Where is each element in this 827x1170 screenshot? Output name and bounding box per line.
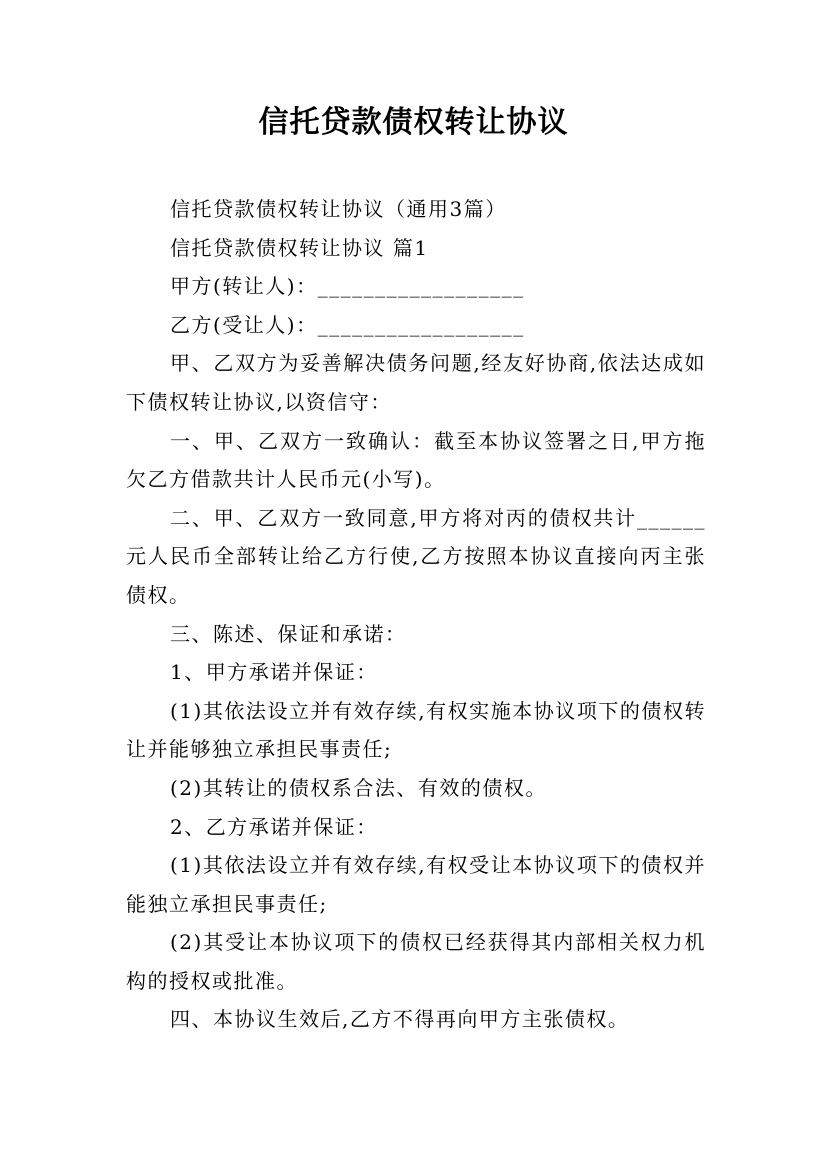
paragraph-clause-4: 四、本协议生效后,乙方不得再向甲方主张债权。 [170,1007,630,1032]
paragraph-clause-3-2-a: (1)其依法设立并有效存续,有权受让本协议项下的债权并能独立承担民事责任; [126,853,706,916]
paragraph-clause-1: 一、甲、乙双方一致确认：截至本协议签署之日,甲方拖欠乙方借款共计人民币元(小写)。 [126,428,706,492]
paragraph-clause-3-1-a: (1)其依法设立并有效存续,有权实施本协议项下的债权转让并能够独立承担民事责任; [126,698,706,762]
document-title: 信托贷款债权转让协议 [258,105,569,140]
paragraph-clause-3-1: 1、甲方承诺并保证： [170,660,378,685]
paragraph-clause-2: 二、甲、乙双方一致同意,甲方将对丙的债权共计______元人民币全部转让给乙方行使,乙方按照本协议直接向丙主张债权。 [126,505,706,607]
paragraph-subtitle: 信托贷款债权转让协议（通用3篇） [170,197,507,221]
paragraph-clause-3-2: 2、乙方承诺并保证： [170,814,378,839]
paragraph-preamble: 甲、乙双方为妥善解决债务问题,经友好协商,依法达成如下债权转让协议,以资信守： [126,351,706,414]
paragraph-party-a: 甲方(转让人)：__________________ [170,274,525,299]
paragraph-party-b: 乙方(受让人)：__________________ [170,312,525,337]
paragraph-clause-3-2-b: (2)其受让本协议项下的债权已经获得其内部相关权力机构的授权或批准。 [126,930,706,993]
paragraph-clause-3: 三、陈述、保证和承诺： [170,621,407,646]
paragraph-part-heading: 信托贷款债权转让协议 篇1 [170,235,429,260]
document-body [126,190,706,1039]
paragraph-clause-3-1-b: (2)其转让的债权系合法、有效的债权。 [170,775,547,800]
